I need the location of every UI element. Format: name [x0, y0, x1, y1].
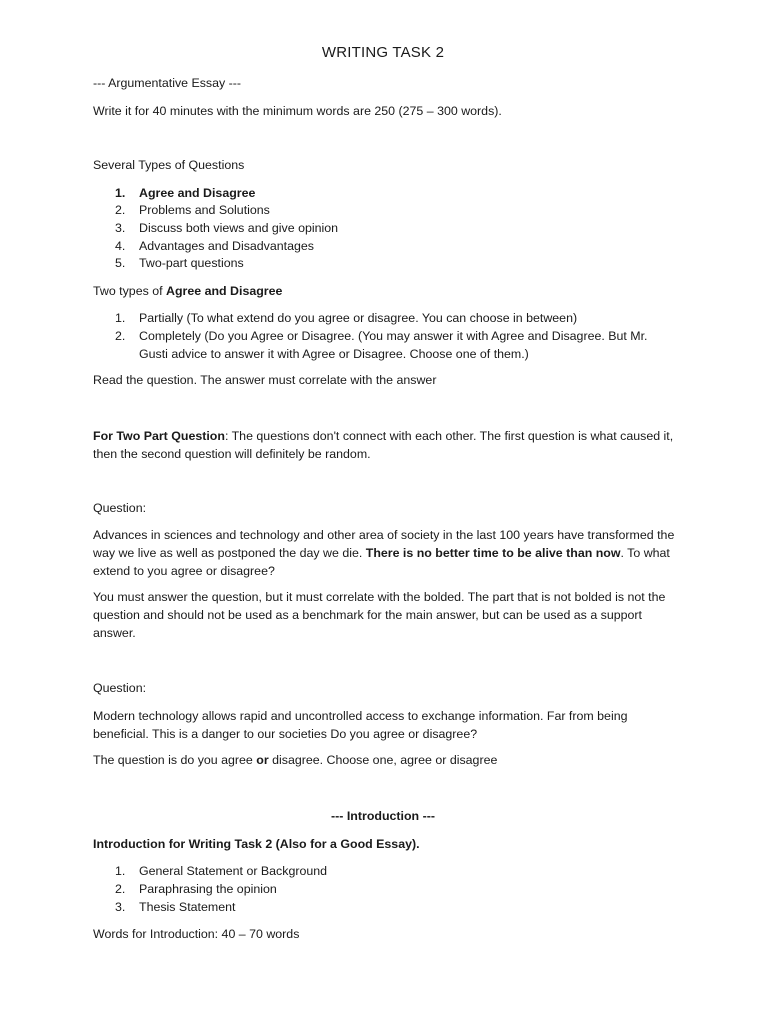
list-item: General Statement or Background — [139, 864, 328, 878]
list-number: 2. — [115, 203, 126, 217]
answer-2-text: The question is do you agree — [93, 753, 257, 767]
agree-heading-prefix: Two types of — [93, 284, 167, 298]
two-part-paragraph — [93, 427, 683, 463]
two-part-text: : The questions don't connect with each other. The first question is what caused it, then the second question will definitely be random. — [93, 429, 674, 461]
list-item: Paraphrasing the opinion — [139, 882, 277, 896]
introduction-word-count: Words for Introduction: 40 – 70 words — [93, 927, 300, 941]
list-item: Partially (To what extend do you agree or disagree. You can choose in between) — [139, 311, 578, 325]
list-item: Agree and Disagree — [139, 186, 256, 200]
question-types-heading: Several Types of Questions — [93, 158, 245, 172]
list-number: 1. — [115, 864, 126, 878]
list-item: Thesis Statement — [139, 900, 236, 914]
question-1-bold: There is no better time to be alive than now — [365, 546, 621, 560]
list-number: 2. — [115, 882, 126, 896]
question-2-paragraph: Modern technology allows rapid and uncontrolled access to exchange information. Far from being beneficial. This is a danger to our societies Do you agree or disagree? — [93, 709, 628, 741]
page-title: WRITING TASK 2 — [321, 44, 445, 61]
time-requirement-text: Write it for 40 minutes with the minimum words are 250 (275 – 300 words). — [93, 104, 502, 118]
list-item: Problems and Solutions — [139, 203, 270, 217]
list-number: 1. — [115, 311, 126, 325]
list-number: 4. — [115, 239, 126, 253]
two-part-bold: For Two Part Question — [93, 429, 225, 443]
introduction-heading: Introduction for Writing Task 2 (Also for a Good Essay). — [93, 837, 420, 851]
answer-2-text-end: disagree. Choose one, agree or disagree — [268, 753, 498, 767]
answer-2-bold: or — [256, 753, 269, 767]
list-item: Completely (Do you Agree or Disagree. (You may answer it with Agree and Disagree. But Mr. Gusti advice to answer it with Agree or Disagree. Choose one of them.) — [139, 329, 648, 361]
list-number: 1. — [115, 186, 126, 200]
question-1-text: Advances in sciences and technology and other area of society in the last 100 years have transformed the way we live as well as postponed the day we die. — [93, 528, 675, 560]
answer-1-paragraph: You must answer the question, but it must correlate with the bolded. The part that is not bolded is not the question and should not be used as a benchmark for the main answer, but can be used as a support answer. — [93, 590, 666, 640]
list-number: 2. — [115, 329, 126, 343]
list-number: 5. — [115, 256, 126, 270]
question-1-text-end: . To what extend to you agree or disagree? — [93, 546, 670, 578]
agree-types-heading — [93, 282, 282, 300]
list-item: Two-part questions — [139, 256, 244, 270]
essay-type-subtitle: --- Argumentative Essay --- — [93, 76, 242, 90]
agree-heading-bold: Agree and Disagree — [166, 284, 283, 298]
list-number: 3. — [115, 221, 126, 235]
list-number: 3. — [115, 900, 126, 914]
question-1-paragraph — [93, 526, 683, 580]
question-label-2: Question: — [93, 681, 147, 695]
read-question-text: Read the question. The answer must correlate with the answer — [93, 373, 437, 387]
question-label-1: Question: — [93, 501, 147, 515]
introduction-section-title: --- Introduction --- — [331, 809, 435, 823]
list-item: Discuss both views and give opinion — [139, 221, 339, 235]
answer-2-paragraph — [93, 751, 497, 769]
list-item: Advantages and Disadvantages — [139, 239, 314, 253]
